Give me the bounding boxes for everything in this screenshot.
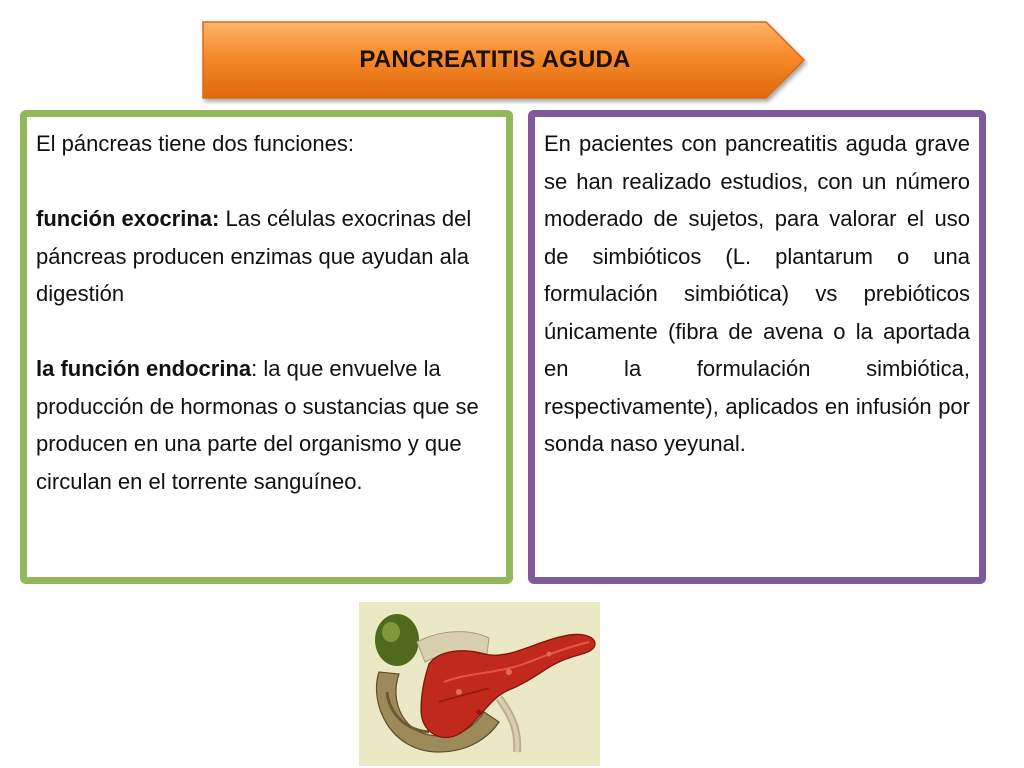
pancreas-drawing <box>359 602 600 766</box>
functions-box <box>20 110 513 584</box>
exocrine-text: Las células exocrinas del páncreas producen enzimas que ayudan ala digestión <box>36 206 472 306</box>
pancreas-illustration <box>359 602 600 766</box>
functions-intro: El páncreas tiene dos funciones: <box>36 131 354 156</box>
exocrine-paragraph <box>36 200 496 313</box>
exocrine-label: función exocrina: <box>36 206 220 231</box>
endocrine-text: : la que envuelve la producción de hormonas o sustancias que se producen en una parte del organismo y que circulan en el torrente sanguíneo. <box>36 356 479 494</box>
study-box <box>528 110 986 584</box>
endocrine-label: la función endocrina <box>36 356 252 381</box>
endocrine-paragraph <box>36 350 496 500</box>
study-text: En pacientes con pancreatitis aguda grave se han realizado estudios, con un número moderado de sujetos, para valorar el uso de simbióticos (L. plantarum o una formulación simbiótica) vs prebióticos únicamente (fibra de avena o la aportada en la formulación simbiótica, respectivamente), aplicados en infusión por sonda naso yeyunal. <box>544 131 970 456</box>
title-banner <box>200 20 808 104</box>
page-title: PANCREATITIS AGUDA <box>359 46 631 73</box>
